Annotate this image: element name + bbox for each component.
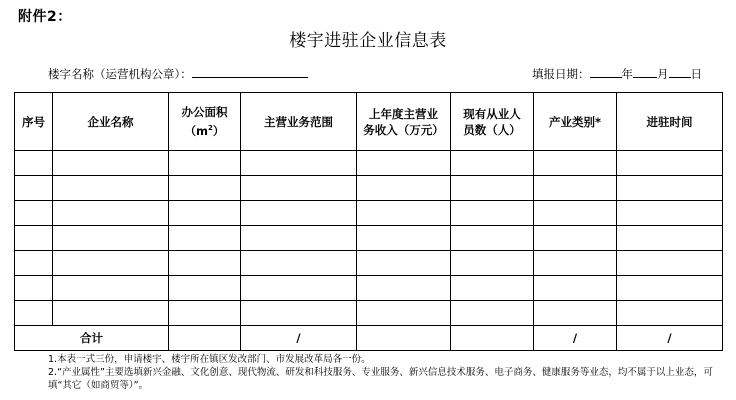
cell-employees[interactable]	[451, 226, 534, 251]
cell-office-area[interactable]	[169, 151, 241, 176]
cell-industry[interactable]	[534, 201, 617, 226]
cell-entry-time[interactable]	[617, 251, 723, 276]
table-row	[15, 201, 723, 226]
total-revenue[interactable]	[357, 326, 451, 351]
table-row	[15, 276, 723, 301]
cell-office-area[interactable]	[169, 251, 241, 276]
table-row	[15, 176, 723, 201]
cell-entry-time[interactable]	[617, 226, 723, 251]
total-entry-time: /	[617, 326, 723, 351]
cell-company[interactable]	[53, 301, 169, 326]
header-business-scope: 主营业务范围	[241, 93, 357, 151]
cell-revenue[interactable]	[357, 201, 451, 226]
header-office-area-sup: 2	[208, 124, 213, 133]
header-office-area	[169, 93, 241, 151]
building-name-label: 楼字名称（运营机构公章）：	[48, 67, 192, 81]
total-business-scope: /	[241, 326, 357, 351]
cell-employees[interactable]	[451, 176, 534, 201]
enterprise-info-table	[14, 92, 723, 351]
cell-employees[interactable]	[451, 301, 534, 326]
cell-industry[interactable]	[534, 226, 617, 251]
month-blank[interactable]	[633, 66, 657, 78]
month-label: 月	[657, 67, 669, 81]
cell-revenue[interactable]	[357, 176, 451, 201]
cell-seq[interactable]	[15, 151, 53, 176]
cell-company[interactable]	[53, 201, 169, 226]
cell-business-scope[interactable]	[241, 276, 357, 301]
total-industry: /	[534, 326, 617, 351]
cell-company[interactable]	[53, 251, 169, 276]
cell-employees[interactable]	[451, 251, 534, 276]
cell-revenue[interactable]	[357, 151, 451, 176]
day-blank[interactable]	[669, 66, 691, 78]
total-row	[15, 326, 723, 351]
cell-industry[interactable]	[534, 151, 617, 176]
fill-date-label: 填报日期：	[532, 67, 590, 81]
building-name-row	[48, 66, 308, 82]
cell-industry[interactable]	[534, 176, 617, 201]
header-office-area-unit: （m	[184, 123, 209, 138]
cell-employees[interactable]	[451, 151, 534, 176]
day-label: 日	[690, 67, 702, 81]
cell-seq[interactable]	[15, 251, 53, 276]
cell-industry[interactable]	[534, 301, 617, 326]
header-seq: 序号	[15, 93, 53, 151]
cell-employees[interactable]	[451, 201, 534, 226]
cell-seq[interactable]	[15, 176, 53, 201]
cell-company[interactable]	[53, 276, 169, 301]
header-revenue-line1: 上年度主营业	[369, 106, 438, 121]
note-2: 2.“产业属性”主要选填新兴金融、文化创意、现代物流、研发和科技服务、专业服务、新兴信息技术服务、电子商务、健康服务等业态，均不属于以上业态，可填“其它（如商贸等）”。	[48, 367, 713, 391]
year-label: 年	[621, 67, 633, 81]
total-label: 合计	[15, 326, 169, 351]
header-revenue	[357, 93, 451, 151]
cell-industry[interactable]	[534, 251, 617, 276]
cell-seq[interactable]	[15, 201, 53, 226]
cell-revenue[interactable]	[357, 301, 451, 326]
cell-business-scope[interactable]	[241, 151, 357, 176]
header-office-area-close: ）	[212, 123, 225, 138]
table-row	[15, 226, 723, 251]
total-employees[interactable]	[451, 326, 534, 351]
cell-business-scope[interactable]	[241, 226, 357, 251]
table-row	[15, 301, 723, 326]
cell-entry-time[interactable]	[617, 151, 723, 176]
total-office-area[interactable]	[169, 326, 241, 351]
fill-date-row	[532, 66, 702, 82]
cell-seq[interactable]	[15, 276, 53, 301]
cell-company[interactable]	[53, 176, 169, 201]
cell-company[interactable]	[53, 151, 169, 176]
cell-seq[interactable]	[15, 226, 53, 251]
table-body	[15, 151, 723, 351]
cell-entry-time[interactable]	[617, 176, 723, 201]
cell-office-area[interactable]	[169, 301, 241, 326]
cell-industry[interactable]	[534, 276, 617, 301]
cell-revenue[interactable]	[357, 276, 451, 301]
header-company: 企业名称	[53, 93, 169, 151]
cell-revenue[interactable]	[357, 251, 451, 276]
table-row	[15, 151, 723, 176]
page-title: 楼宇进驻企业信息表	[289, 31, 447, 51]
note-1: 1.本表一式三份，申请楼宇、楼宇所在镇区发改部门、市发展改革局各一份。	[48, 354, 371, 365]
cell-entry-time[interactable]	[617, 276, 723, 301]
attachment-label: 附件2：	[18, 9, 72, 25]
cell-office-area[interactable]	[169, 176, 241, 201]
building-name-blank[interactable]	[192, 66, 308, 78]
cell-business-scope[interactable]	[241, 251, 357, 276]
cell-entry-time[interactable]	[617, 301, 723, 326]
cell-business-scope[interactable]	[241, 176, 357, 201]
header-industry: 产业类别*	[534, 93, 617, 151]
notes	[14, 353, 722, 392]
header-employees-line1: 现有从业人	[463, 106, 521, 121]
header-entry-time: 进驻时间	[617, 93, 723, 151]
cell-revenue[interactable]	[357, 226, 451, 251]
cell-seq[interactable]	[15, 301, 53, 326]
header-employees	[451, 93, 534, 151]
cell-office-area[interactable]	[169, 276, 241, 301]
cell-entry-time[interactable]	[617, 201, 723, 226]
header-row	[15, 93, 723, 151]
cell-business-scope[interactable]	[241, 301, 357, 326]
cell-company[interactable]	[53, 226, 169, 251]
cell-office-area[interactable]	[169, 201, 241, 226]
header-employees-line2: 员数（人）	[463, 122, 521, 137]
header-revenue-line2: 务收入（万元）	[363, 122, 444, 137]
cell-employees[interactable]	[451, 276, 534, 301]
year-blank[interactable]	[590, 66, 622, 78]
cell-business-scope[interactable]	[241, 201, 357, 226]
cell-office-area[interactable]	[169, 226, 241, 251]
header-office-area-line1: 办公面积	[181, 105, 228, 120]
table-row	[15, 251, 723, 276]
